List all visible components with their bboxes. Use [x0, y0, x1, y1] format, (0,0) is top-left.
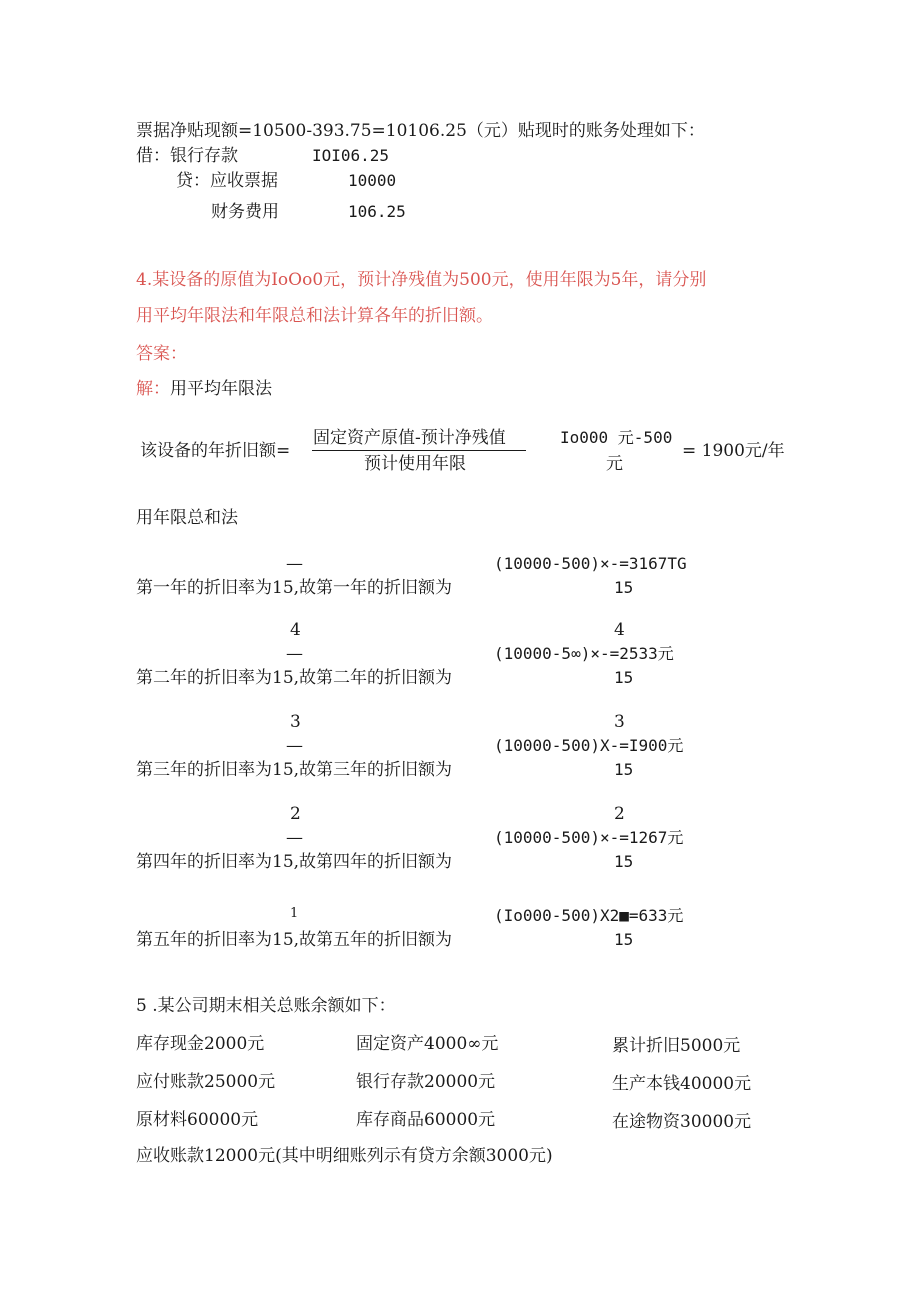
q4-answer: 答案：	[136, 344, 187, 364]
year-calc: (Io000-500)X2■=633元	[494, 906, 684, 925]
q5-title: 5 .某公司期末相关总账余额如下：	[136, 996, 396, 1016]
formula-label: 该设备的年折旧额=	[140, 441, 291, 461]
balance-item: 原材料60000元	[136, 1110, 259, 1130]
balance-item: 生产本钱40000元	[612, 1074, 752, 1094]
formula-fraction-bar	[312, 450, 526, 451]
year-calc-numerator: 3	[614, 712, 625, 732]
year-text: 第五年的折旧率为15,故第五年的折旧额为	[136, 930, 453, 950]
year-calc-denominator: 15	[614, 668, 634, 687]
credit-label: 贷：应收票据	[176, 171, 278, 191]
q4-line1: 4.某设备的原值为IoOo0元，预计净残值为500元，使用年限为5年，请分别	[136, 270, 707, 290]
year-calc: (10000-5∞)×-=2533元	[494, 644, 674, 663]
year-text: 第二年的折旧率为15,故第二年的折旧额为	[136, 668, 453, 688]
formula-numerator: 固定资产原值-预计净残值	[313, 428, 506, 448]
solve-text: 用平均年限法	[170, 379, 272, 399]
solve-prefix: 解：	[136, 379, 170, 399]
balance-item: 库存商品60000元	[356, 1110, 496, 1130]
year-calc-denominator: 15	[614, 852, 634, 871]
credit2-amount: 106.25	[348, 202, 406, 221]
credit2-label: 财务费用	[211, 202, 279, 222]
balance-item: 银行存款20000元	[356, 1072, 496, 1092]
year-calc-numerator: 2	[614, 804, 625, 824]
balance-item: 在途物资30000元	[612, 1112, 752, 1132]
calc-numerator: Io000 元-500	[560, 428, 673, 447]
year-rate-numerator: 2	[290, 804, 301, 824]
sum-method-heading: 用年限总和法	[136, 508, 238, 528]
year-rate-numerator: 3	[290, 712, 301, 732]
year-rate-bar: —	[286, 828, 303, 848]
debit-label: 借：银行存款	[136, 146, 238, 166]
year-rate-bar: —	[286, 554, 303, 574]
balance-item: 应付账款25000元	[136, 1072, 276, 1092]
year-calc: (10000-500)X-=I900元	[494, 736, 684, 755]
year-calc-numerator: 4	[614, 620, 625, 640]
year-text: 第三年的折旧率为15,故第三年的折旧额为	[136, 760, 453, 780]
calc-denominator: 元	[606, 454, 623, 474]
q4-solve	[136, 379, 272, 399]
balance-item: 固定资产4000∞元	[356, 1034, 499, 1054]
balance-item: 累计折旧5000元	[612, 1036, 741, 1056]
year-calc: (10000-500)×-=3167TG	[494, 554, 687, 573]
year-calc: (10000-500)×-=1267元	[494, 828, 684, 847]
credit-amount: 10000	[348, 171, 397, 190]
year-calc-denominator: 15	[614, 760, 634, 779]
formula-denominator: 预计使用年限	[364, 454, 466, 474]
balance-item: 库存现金2000元	[136, 1034, 265, 1054]
discount-net-line: 票据净贴现额=10500-393.75=10106.25（元）贴现时的账务处理如下：	[136, 121, 705, 141]
year-rate-bar: —	[286, 736, 303, 756]
year-text: 第四年的折旧率为15,故第四年的折旧额为	[136, 852, 453, 872]
year-rate-bar: —	[286, 644, 303, 664]
q5-last-line: 应收账款12000元(其中明细账列示有贷方余额3000元)	[136, 1146, 553, 1166]
year-text: 第一年的折旧率为15,故第一年的折旧额为	[136, 578, 453, 598]
debit-amount: IOI06.25	[312, 146, 390, 165]
year-calc-denominator: 15	[614, 930, 634, 949]
calc-result: = 1900元/年	[682, 441, 785, 461]
year-calc-denominator: 15	[614, 578, 634, 597]
q4-line2: 用平均年限法和年限总和法计算各年的折旧额。	[136, 306, 493, 326]
year-rate-numerator: 4	[290, 620, 301, 640]
year-rate-numerator: 1	[290, 906, 299, 921]
